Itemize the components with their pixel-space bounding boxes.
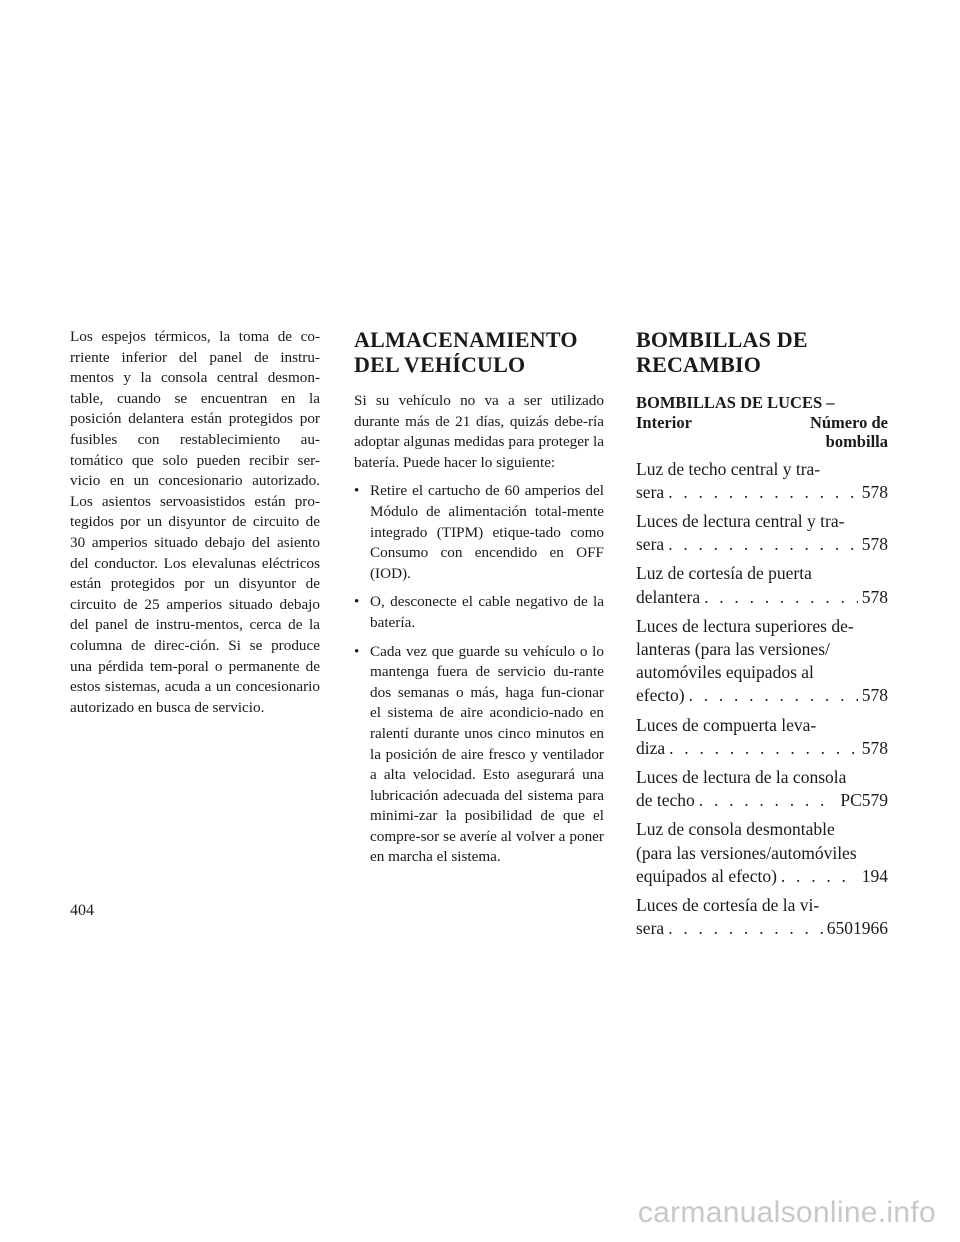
bulb-number: 578 — [861, 481, 888, 502]
bulb-entry — [636, 458, 888, 504]
bulb-entry-label-end: diza — [636, 737, 666, 758]
bulb-entry — [636, 510, 888, 556]
column-left — [70, 327, 320, 718]
list-item: • Cada vez que guarde su vehículo o lo mantenga fuera de servicio du-rante dos semanas o más, haga fun-cionar el sistema de aire acondicio-nado en ralentí durante unos cinco minutos en la posición de aire fresco y ventilador a alta velocidad. Esto asegurará una lubricación adecuada del sistema para minimi-zar la posibilidad de que el compre-sor se averíe al volver a poner en marcha el sistema. — [354, 642, 604, 866]
bulb-number: 6501966 — [826, 918, 888, 939]
bulb-entry-label: Luces de lectura central y tra- — [636, 510, 845, 531]
bulb-entry-label-end: sera — [636, 481, 665, 502]
bulb-entry-label: Luz de techo central y tra- — [636, 458, 821, 479]
bulb-number: 194 — [861, 865, 888, 886]
bulb-table-col-number: Número de — [809, 412, 888, 432]
replacement-bulbs-heading: BOMBILLAS DE RECAMBIO — [636, 327, 808, 377]
watermark: carmanualsonline.info — [637, 1196, 936, 1229]
bulb-entry-label-end: delantera — [636, 586, 701, 607]
bulb-entry-label-end: sera — [636, 534, 665, 555]
bulb-entry-label: Luces de lectura de la consola — [636, 766, 847, 787]
bulb-number: 578 — [861, 737, 888, 758]
bulb-number: 578 — [861, 586, 888, 607]
vehicle-storage-intro: Si su vehículo no va a ser utilizado durante más de 21 días, quizás debe-ría adoptar algunas medidas para proteger la batería. Puede hacer lo siguiente: — [354, 392, 604, 471]
bulb-entry-label-end: sera — [636, 918, 665, 939]
bulb-table-header — [636, 393, 888, 452]
dot-leader — [669, 737, 858, 760]
bulb-entry — [636, 615, 888, 708]
bulb-entry-label: Luces de cortesía de la vi- — [636, 894, 820, 915]
fuse-paragraph: Los espejos térmicos, la toma de co-rriente inferior del panel de instru-mentos y la consola central desmon-table, cuando se encuentran en la posición delantera están protegidos por fusibles con restablecimiento au-tomático que solo pueden recibir ser-vicio en un concesionario autorizado. Los asientos servoasistidos están pro-tegidos por un disyuntor de circuito de 30 amperios situado debajo del asiento del conductor. Los elevalunas eléctricos están protegidos por un disyuntor de circuito de 25 amperios situado debajo del panel de instru-mentos, cerca de la columna de direc-ción. Si se produce una pérdida tem-poral o permanente de estos sistemas, acuda a un concesionario autorizado en busca de servicio. — [70, 328, 320, 716]
bulb-entry-label: Luz de cortesía de puerta — [636, 563, 812, 584]
list-item: • Retire el cartucho de 60 amperios del Módulo de alimentación total-mente integrado (TIPM) etique-tado como Consumo con encendido en OFF (IOD). — [354, 482, 604, 582]
bulb-number: 578 — [861, 685, 888, 706]
dot-leader — [781, 865, 858, 888]
storage-bullet-list — [354, 481, 604, 868]
bulb-entry — [636, 766, 888, 812]
bulb-entry-label: Luces de lectura superiores de- lanteras (para las versiones/ automóviles equipados al — [636, 615, 854, 683]
dot-leader — [668, 481, 858, 504]
bullet-icon: • — [354, 642, 360, 660]
bulb-entry-label: Luces de compuerta leva- — [636, 714, 817, 735]
bulb-table-title: BOMBILLAS DE LUCES – — [636, 393, 835, 412]
dot-leader — [668, 533, 858, 556]
bulb-number: 578 — [861, 534, 888, 555]
bulb-entry-label-end: de techo — [636, 790, 695, 811]
dot-leader — [668, 917, 823, 940]
bulb-entry — [636, 714, 888, 760]
vehicle-storage-heading: ALMACENAMIENTO DEL VEHÍCULO — [354, 327, 578, 377]
bulb-entry — [636, 818, 888, 888]
bulb-entry-label-end: equipados al efecto) — [636, 865, 777, 886]
dot-leader — [689, 684, 858, 707]
column-right — [636, 327, 888, 946]
bulb-entry — [636, 894, 888, 940]
bullet-icon: • — [354, 482, 360, 500]
bullet-icon: • — [354, 593, 360, 611]
dot-leader — [704, 586, 858, 609]
bulb-number: PC579 — [840, 790, 888, 811]
bulb-entry-label-end: efecto) — [636, 685, 685, 706]
dot-leader — [699, 789, 837, 812]
bulb-table-col-interior: Interior — [636, 412, 692, 432]
bulb-entry-label: Luz de consola desmontable (para las versiones/automóviles — [636, 819, 857, 863]
bulb-entry — [636, 562, 888, 608]
list-item: • O, desconecte el cable negativo de la batería. — [354, 593, 604, 631]
bulb-table-col-number-2: bombilla — [825, 432, 888, 451]
bulb-list — [636, 458, 888, 941]
column-middle — [354, 327, 604, 876]
page-number: 404 — [70, 902, 94, 919]
